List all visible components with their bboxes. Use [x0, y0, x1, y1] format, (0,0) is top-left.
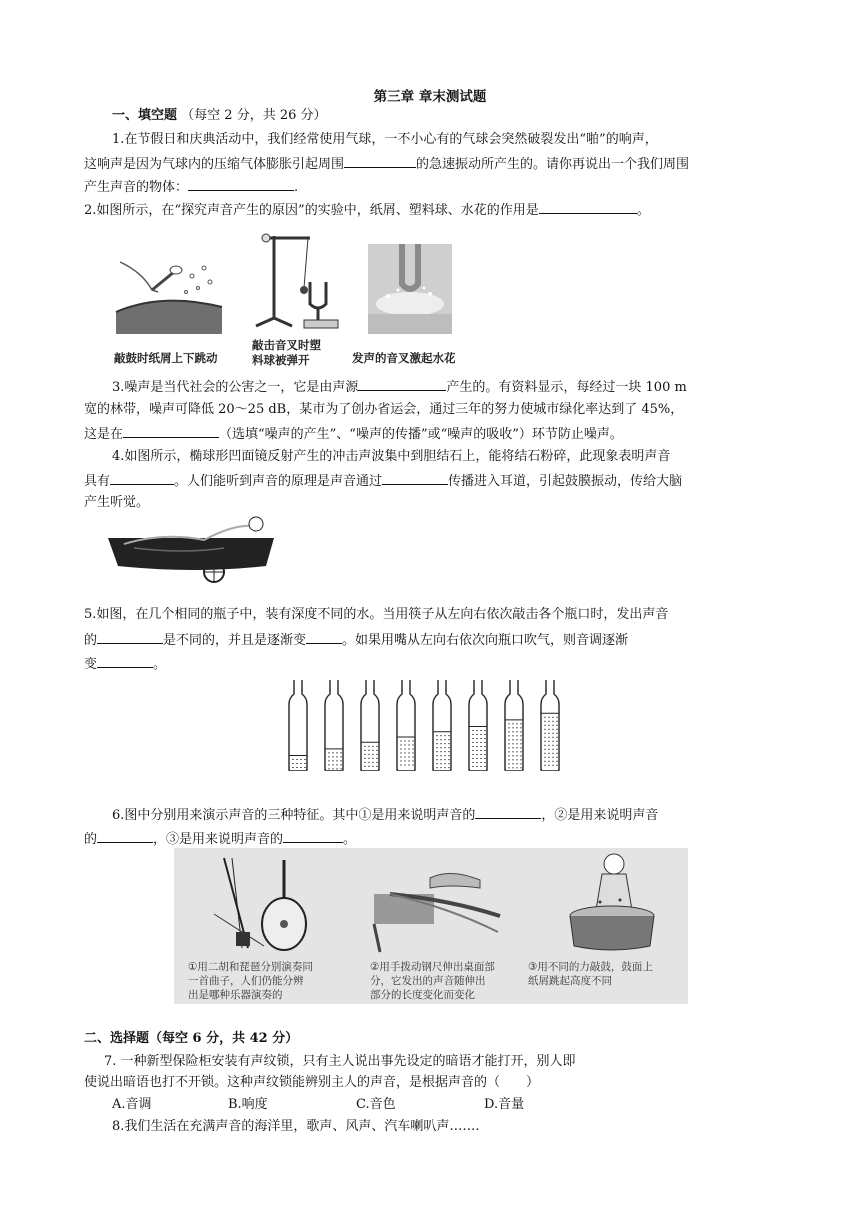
q4-blank-1[interactable] [110, 471, 174, 485]
q3-line1-part-a: 3.噪声是当代社会的公害之一，它是由声源 [112, 380, 359, 395]
figure-caption-fork-ball-line2: 料球被弹开 [252, 353, 310, 367]
q4-blank-2[interactable] [382, 471, 448, 485]
q1-line2-part-a: 这响声是因为气球内的压缩气体膨胀引起周围 [84, 157, 345, 172]
bottle-water [470, 726, 486, 770]
photo-caption-drum-line1: ③用不同的力敲鼓，鼓面上 [528, 961, 653, 973]
water-bottles-figure [284, 676, 580, 776]
figure-caption-fork-ball-line1: 敲击音叉时塑 [252, 338, 321, 352]
q5-line2-part-a: 的 [84, 633, 98, 648]
q3-line3-part-b: （选填“噪声的产生”、“噪声的传播”或“噪声的吸收”）环节防止噪声。 [219, 427, 623, 442]
q1-line2-part-b: 的急速振动所产生的。请你再说出一个我们周围 [416, 157, 690, 172]
q3-line3 [84, 424, 784, 444]
figure-caption-drum: 敲鼓时纸屑上下跳动 [114, 351, 218, 365]
q4-line3: 产生听觉。 [84, 495, 150, 510]
q4-line1: 4.如图所示，椭球形凹面镜反射产生的冲击声波集中到胆结石上，能将结石粉碎，此现象表明声音 [112, 449, 671, 464]
q5-blank-2[interactable] [306, 630, 342, 644]
q5-line2-part-c: 。如果用嘴从左向右依次向瓶口吹气，则音调逐渐 [342, 633, 629, 648]
q1-line3-part-b: . [294, 180, 299, 195]
q2-blank[interactable] [539, 200, 637, 214]
photo-caption-ruler-line1: ②用手拨动钢尺伸出桌面部 [370, 961, 495, 973]
photo-caption-ruler-line2: 分，它发出的声音随伸出 [370, 975, 486, 987]
lithotripter-bath-figure [104, 514, 282, 584]
q6-line2-part-b: ，③是用来说明声音的 [153, 832, 284, 847]
q1-line3-part-a: 产生声音的物体： [84, 180, 189, 195]
q2-text-part-a: 2.如图所示，在“探究声音产生的原因”的实验中，纸屑、塑料球、水花的作用是 [84, 203, 539, 218]
bottle-water [506, 720, 522, 770]
q6-blank-2[interactable] [97, 829, 153, 843]
tuning-fork-water-drawing [368, 244, 452, 334]
q2-text [84, 200, 784, 220]
tuning-fork-ball-figure [252, 226, 348, 334]
drum-confetti-figure [112, 252, 224, 334]
q7-line1: 7. 一种新型保险柜安装有声纹锁，只有主人说出事先设定的暗语才能打开，别人即 [104, 1054, 576, 1069]
q5-line3-part-b: 。 [153, 657, 167, 672]
q2-text-part-b: 。 [636, 203, 650, 218]
q3-line2: 宽的林带，噪声可降低 20～25 dB，某市为了创办省运会，通过三年的努力使城市绿化率达到了 45%， [84, 402, 684, 417]
section-one-title: 一、填空题 [112, 108, 178, 123]
q5-blank-3[interactable] [97, 654, 153, 668]
q1-blank-1[interactable] [344, 154, 416, 168]
bottle [361, 680, 379, 770]
photo-caption-drum-line2: 纸屑跳起高度不同 [528, 975, 612, 987]
lithotripter-bath-drawing [104, 514, 282, 584]
section-one-score-note: （每空 2 分，共 26 分） [181, 108, 327, 123]
bottle [505, 680, 523, 770]
q5-line3 [84, 654, 784, 674]
q5-line2-part-b: 是不同的，并且是逐渐变 [163, 633, 307, 648]
q6-blank-1[interactable] [475, 805, 541, 819]
photo-caption-erhu-line3: 出是哪种乐器演奏的 [188, 989, 283, 1001]
drum-confetti-drawing [112, 252, 224, 334]
q6-line2 [84, 829, 784, 849]
bottle [541, 680, 559, 770]
q4-line2-part-c: 传播进入耳道，引起鼓膜振动，传给大脑 [448, 474, 683, 489]
q6-blank-3[interactable] [283, 829, 343, 843]
bottle [325, 680, 343, 770]
drum-beating-drawing [544, 850, 684, 954]
q6-line2-part-a: 的 [84, 832, 98, 847]
q1-line2 [84, 154, 784, 174]
q5-line1: 5.如图，在几个相同的瓶子中，装有深度不同的水。当用筷子从左向右依次敲击各个瓶口时，发出声音 [84, 607, 669, 622]
q6-line1 [112, 805, 812, 825]
q7-option-c[interactable]: C.音色 [356, 1097, 396, 1112]
bottle-water [434, 732, 450, 770]
q8-line1: 8.我们生活在充满声音的海洋里，歌声、风声、汽车喇叭声……. [112, 1119, 480, 1134]
q4-line2-part-b: 。人们能听到声音的原理是声音通过 [174, 474, 383, 489]
q3-blank-2[interactable] [123, 424, 219, 438]
photo-caption-ruler-line3: 部分的长度变化而变化 [370, 989, 475, 1001]
sound-characteristics-figure [174, 848, 688, 1004]
q1-line1: 1.在节假日和庆典活动中，我们经常使用气球，一不小心有的气球会突然破裂发出“啪”的响声， [112, 132, 658, 147]
q3-line1 [112, 377, 812, 397]
q7-line2: 使说出暗语也打不开锁。这种声纹锁能辨别主人的声音，是根据声音的（ ） [84, 1075, 540, 1090]
q3-line1-part-b: 产生的。有资料显示，每经过一块 100 m [446, 380, 687, 395]
q7-option-b[interactable]: B.响度 [228, 1097, 268, 1112]
q6-line2-part-c: 。 [343, 832, 357, 847]
bottle [397, 680, 415, 770]
q3-line3-part-a: 这是在 [84, 427, 124, 442]
q4-line2-part-a: 具有 [84, 474, 111, 489]
section-two-heading: 二、选择题（每空 6 分，共 42 分） [84, 1031, 299, 1046]
q5-line2 [84, 630, 784, 650]
figure-caption-fork-water: 发声的音叉激起水花 [352, 351, 456, 365]
bottle [289, 680, 307, 770]
tuning-fork-ball-drawing [252, 226, 348, 334]
bottle [469, 680, 487, 770]
erhu-pipa-drawing [184, 854, 344, 954]
q5-blank-1[interactable] [97, 630, 163, 644]
q3-blank-1[interactable] [358, 377, 446, 391]
q1-line3 [84, 177, 784, 197]
section-one-heading [112, 107, 812, 125]
q4-line2 [84, 471, 784, 491]
photo-caption-erhu-line1: ①用二胡和琵琶分别演奏同 [188, 961, 313, 973]
q6-line1-part-a: 6.图中分别用来演示声音的三种特征。其中①是用来说明声音的 [112, 808, 476, 823]
q1-blank-2[interactable] [188, 177, 294, 191]
bottle [433, 680, 451, 770]
photo-caption-erhu-line2: 一首曲子，人们仍能分辨 [188, 975, 304, 987]
q6-line1-part-b: ，②是用来说明声音 [541, 808, 659, 823]
q7-option-a[interactable]: A.音调 [112, 1097, 152, 1112]
q5-line3-part-a: 变 [84, 657, 98, 672]
q7-option-d[interactable]: D.音量 [484, 1097, 525, 1112]
ruler-table-drawing [370, 854, 520, 954]
page-title: 第三章 章末测试题 [373, 89, 487, 105]
tuning-fork-water-figure [368, 244, 452, 334]
bottle-water [326, 749, 342, 770]
